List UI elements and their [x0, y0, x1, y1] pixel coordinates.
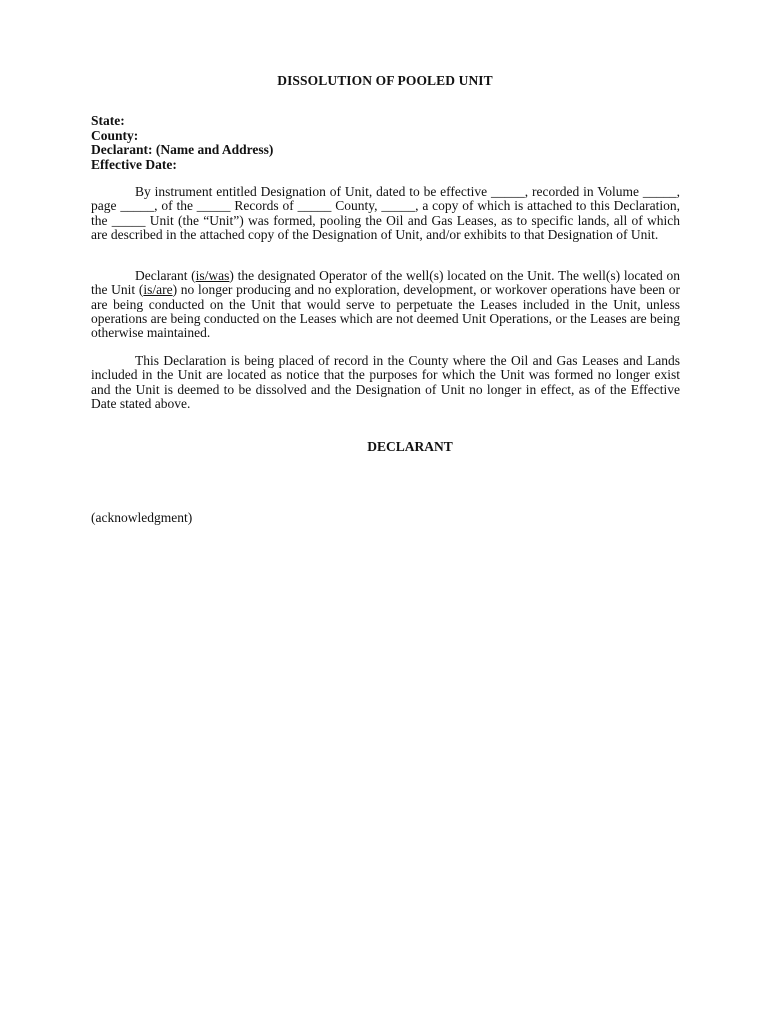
declarant-field-label: Declarant: (Name and Address): [91, 142, 274, 158]
header-fields: [91, 114, 273, 172]
paragraph2-text-part3: ) no longer producing and no exploration, development, or workover operations have been or are being conducted on the Unit that would serve to perpetuate the Leases included in the Unit, unless operations are being conducted on the Leases which are not deemed Unit Operations, or the Leases are being otherwise maintained.: [91, 282, 680, 341]
is-was-option: is/was: [195, 268, 230, 283]
document-title: DISSOLUTION OF POOLED UNIT: [277, 73, 493, 88]
paragraph-designation-of-unit: By instrument entitled Designation of Unit, dated to be effective _____, recorded in Volume _____, page _____, of the _____ Records of _____ County, _____, a copy of which is attached to this Declaration, the _____ Unit (the “Unit”) was formed, pooling the Oil and Gas Leases, as to specific lands, all of which are described in the attached copy of the Designation of Unit, and/or exhibits to that Designation of Unit.: [91, 184, 680, 242]
paragraph2-text-part1: Declarant (: [135, 268, 196, 283]
paragraph-declaration-record: This Declaration is being placed of record in the County where the Oil and Gas Leases and Lands included in the Unit are located as notice that the purposes for which the Unit was formed no longer exist and the Unit is deemed to be dissolved and the Designation of Unit no longer in effect, as of the Effective Date stated above.: [91, 353, 680, 411]
state-field-label: State:: [91, 113, 125, 128]
paragraph-declarant-operator: [91, 269, 680, 340]
acknowledgment-label: (acknowledgment): [91, 510, 193, 525]
effective-date-field-label: Effective Date:: [91, 156, 177, 172]
county-field-label: County:: [91, 127, 139, 143]
is-are-option: is/are: [143, 282, 173, 298]
paragraph2-text-part2: ) the designated Operator of the well(s) located on the Unit. The well(s) located on the Unit (: [91, 268, 680, 298]
declarant-heading: DECLARANT: [367, 439, 453, 454]
